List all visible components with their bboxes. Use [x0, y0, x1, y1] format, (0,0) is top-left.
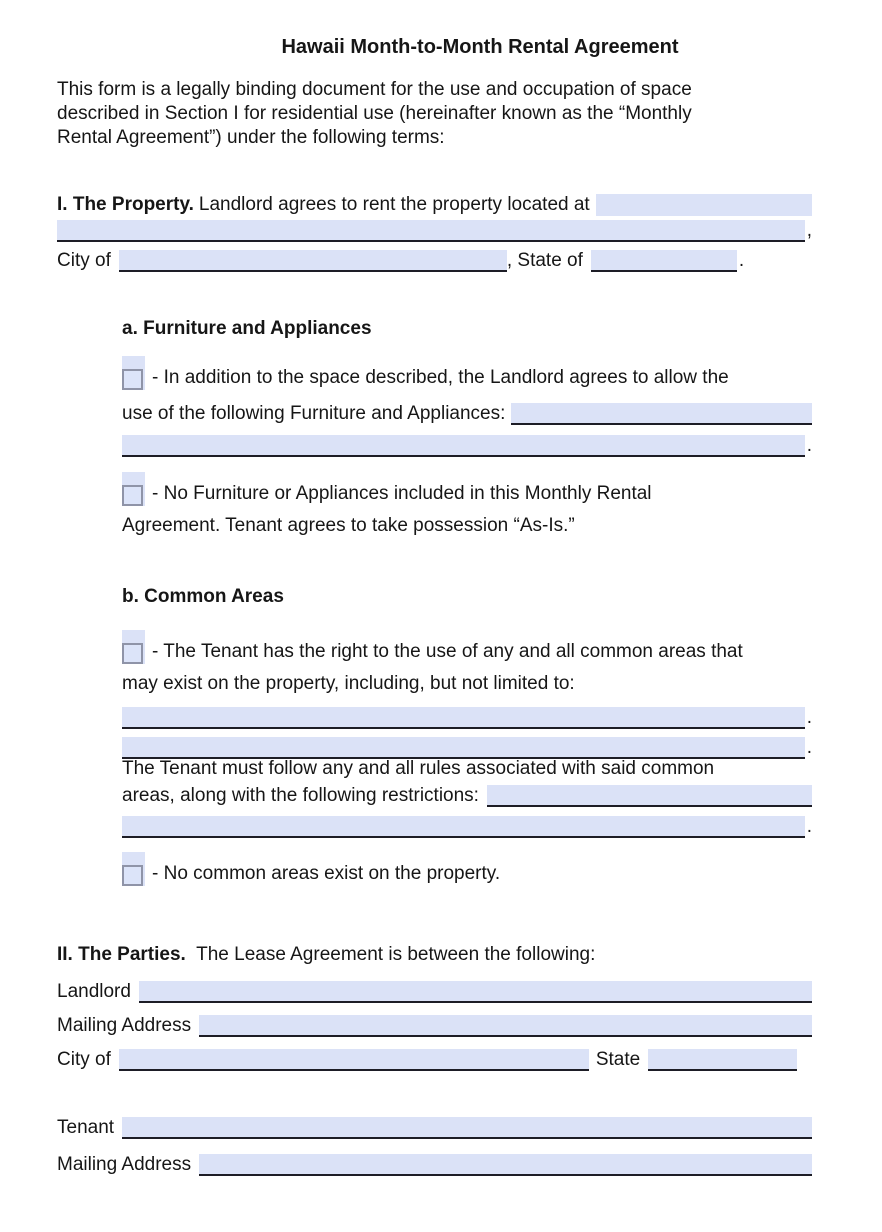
landlord-city-label: City of — [57, 1049, 111, 1070]
intro-paragraph — [57, 78, 819, 150]
section-property-number: I. The Property. — [57, 194, 194, 215]
furniture-included-option — [122, 356, 812, 457]
common-areas-use-text-1: - The Tenant has the right to the use of any and all common areas that — [152, 641, 743, 662]
property-state-label: , State of — [506, 250, 583, 271]
furniture-list-period: . — [806, 435, 812, 456]
landlord-state-field[interactable] — [648, 1049, 797, 1071]
property-address-field-line2[interactable] — [57, 220, 805, 242]
no-furniture-line-1 — [122, 472, 812, 506]
no-common-areas-option — [122, 852, 812, 886]
landlord-city-field[interactable] — [119, 1049, 589, 1071]
restrictions-period: . — [806, 816, 812, 837]
common-areas-use-text-2: may exist on the property, including, but not limited to: — [122, 673, 575, 694]
tenant-mailing-label: Mailing Address — [57, 1154, 192, 1175]
common-areas-use-line-1 — [122, 630, 812, 664]
common-areas-heading: b. Common Areas — [122, 586, 284, 607]
landlord-label: Landlord — [57, 981, 131, 1002]
section-property-heading — [57, 190, 812, 216]
furniture-included-line-3 — [122, 433, 812, 457]
no-common-areas-text: - No common areas exist on the property. — [152, 863, 501, 884]
landlord-name-field[interactable] — [139, 981, 812, 1003]
intro-line-1: This form is a legally binding document for the use and occupation of space — [57, 79, 692, 100]
landlord-row — [57, 977, 812, 1003]
section-parties-text: The Lease Agreement is between the following: — [196, 944, 596, 965]
tenant-mailing-row — [57, 1150, 812, 1176]
common-areas-field-line2[interactable] — [122, 737, 805, 759]
property-city-state-row — [57, 246, 812, 272]
section-parties-heading — [57, 944, 812, 966]
no-furniture-option — [122, 472, 812, 538]
property-address-field-line1[interactable] — [596, 194, 812, 216]
document-title: Hawaii Month-to-Month Rental Agreement — [281, 36, 679, 58]
tenant-name-field[interactable] — [122, 1117, 812, 1139]
no-furniture-text-2: Agreement. Tenant agrees to take possession “As-Is.” — [122, 515, 575, 536]
furniture-list-field-line1[interactable] — [511, 403, 812, 425]
landlord-mailing-address-field[interactable] — [199, 1015, 812, 1037]
landlord-state-label: State — [595, 1049, 641, 1070]
section-property-text: Landlord agrees to rent the property located at — [198, 194, 590, 215]
no-common-areas-checkbox[interactable] — [122, 852, 145, 886]
common-areas-blank-row-2 — [122, 735, 812, 759]
property-city-field[interactable] — [119, 250, 507, 272]
landlord-mailing-label: Mailing Address — [57, 1015, 192, 1036]
address-comma: , — [806, 220, 812, 241]
restrictions-field-line1[interactable] — [487, 785, 812, 807]
common-areas-use-option — [122, 630, 812, 759]
furniture-included-text-1: - In addition to the space described, the Landlord agrees to allow the — [152, 367, 729, 388]
property-city-label: City of — [57, 250, 111, 271]
furniture-included-text-2: use of the following Furniture and Appliances: — [122, 403, 506, 424]
property-state-field[interactable] — [591, 250, 737, 272]
section-parties-number: II. The Parties. — [57, 944, 186, 965]
no-furniture-text-1: - No Furniture or Appliances included in this Monthly Rental — [152, 483, 652, 504]
no-common-areas-line-1 — [122, 852, 812, 886]
landlord-city-state-row — [57, 1045, 812, 1071]
common-areas-period-2: . — [806, 737, 812, 758]
tenant-row — [57, 1113, 812, 1139]
tenant-label: Tenant — [57, 1117, 115, 1138]
common-areas-field-line1[interactable] — [122, 707, 805, 729]
landlord-mailing-row — [57, 1011, 812, 1037]
rules-text-2: areas, along with the following restrictions: — [122, 785, 479, 806]
rules-text-1: The Tenant must follow any and all rules associated with said common — [122, 758, 715, 779]
intro-line-3: Rental Agreement”) under the following terms: — [57, 127, 445, 148]
restrictions-field-line2[interactable] — [122, 816, 805, 838]
property-address-row — [57, 216, 812, 242]
furniture-included-checkbox[interactable] — [122, 356, 145, 390]
furniture-included-line-1 — [122, 356, 812, 390]
common-areas-period-1: . — [806, 707, 812, 728]
tenant-mailing-address-field[interactable] — [199, 1154, 812, 1176]
common-areas-use-checkbox[interactable] — [122, 630, 145, 664]
no-furniture-checkbox[interactable] — [122, 472, 145, 506]
common-areas-blank-row-1 — [122, 705, 812, 729]
restrictions-blank-row — [122, 814, 812, 838]
city-state-period: . — [738, 250, 745, 271]
rules-line-2 — [122, 781, 812, 807]
common-areas-rules-paragraph — [122, 757, 812, 838]
intro-line-2: described in Section I for residential use (hereinafter known as the “Monthly — [57, 103, 692, 124]
furniture-list-field-line2[interactable] — [122, 435, 805, 457]
furniture-appliances-heading: a. Furniture and Appliances — [122, 318, 372, 339]
furniture-included-line-2 — [122, 399, 812, 425]
